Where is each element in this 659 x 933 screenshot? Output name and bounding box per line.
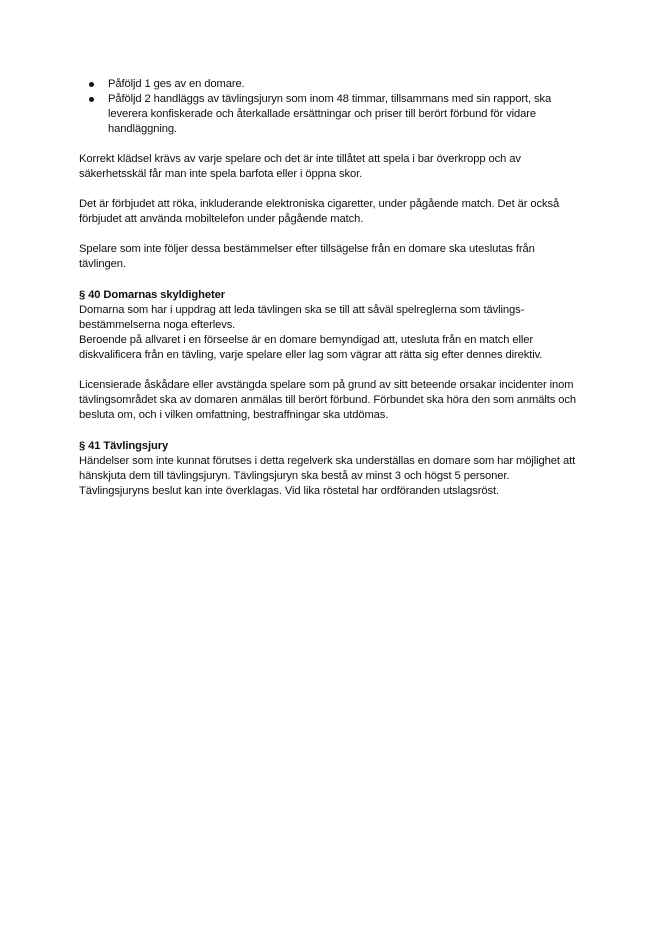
- page-content: [79, 77, 579, 499]
- section-41-paragraph-1: Händelser som inte kunnat förutses i detta regelverk ska underställas en domare som har möjlighet att hänskjuta dem till tävlingsjuryn. Tävlingsjuryn ska bestå av minst 3 och högst 5 personer. Tävlingsjuryns beslut kan inte överklagas. Vid lika röstetal har ordföranden utslagsröst.: [79, 455, 576, 497]
- bullet-icon: [89, 97, 94, 102]
- paragraph-attire: Korrekt klädsel krävs av varje spelare och det är inte tillåtet att spela i bar överkropp och av säkerhetsskäl får man inte spela barfota eller i öppna skor.: [79, 153, 521, 180]
- penalty-list: [79, 77, 579, 137]
- section-40-paragraph-1: Domarna som har i uppdrag att leda tävlingen ska se till att såväl spelreglerna som tävlings-bestämmelserna noga efterlevs.: [79, 304, 525, 331]
- list-item-text: Påföljd 1 ges av en domare.: [108, 78, 245, 90]
- list-item: [79, 92, 579, 137]
- paragraph-exclusion: Spelare som inte följer dessa bestämmelser efter tillsägelse från en domare ska uteslutas från tävlingen.: [79, 243, 535, 270]
- section-41-heading: § 41 Tävlingsjury: [79, 440, 169, 452]
- section-40-paragraph-2: Beroende på allvaret i en förseelse är en domare bemyndigad att, utesluta från en match eller diskvalificera från en tävling, varje spelare eller lag som vägrar att rätta sig efter dennes direktiv.: [79, 334, 543, 361]
- section-40-paragraph-3: Licensierade åskådare eller avstängda spelare som på grund av sitt beteende orsakar incidenter inom tävlingsområdet ska av domaren anmälas till berört förbund. Förbundet ska höra den som anmälts och besluta om, och i vilken omfattning, bestraffningar ska utdömas.: [79, 379, 577, 421]
- paragraph-smoking: Det är förbjudet att röka, inkluderande elektroniska cigaretter, under pågående match. Det är också förbjudet att använda mobiltelefon under pågående match.: [79, 198, 560, 225]
- bullet-icon: [89, 82, 94, 87]
- section-40-heading: § 40 Domarnas skyldigheter: [79, 289, 226, 301]
- list-item: [79, 77, 579, 92]
- list-item-text: Påföljd 2 handläggs av tävlingsjuryn som inom 48 timmar, tillsammans med sin rapport, ska leverera konfiskerade och återkallade ersättningar och priser till berört förbund för vidare handläggning.: [108, 93, 552, 135]
